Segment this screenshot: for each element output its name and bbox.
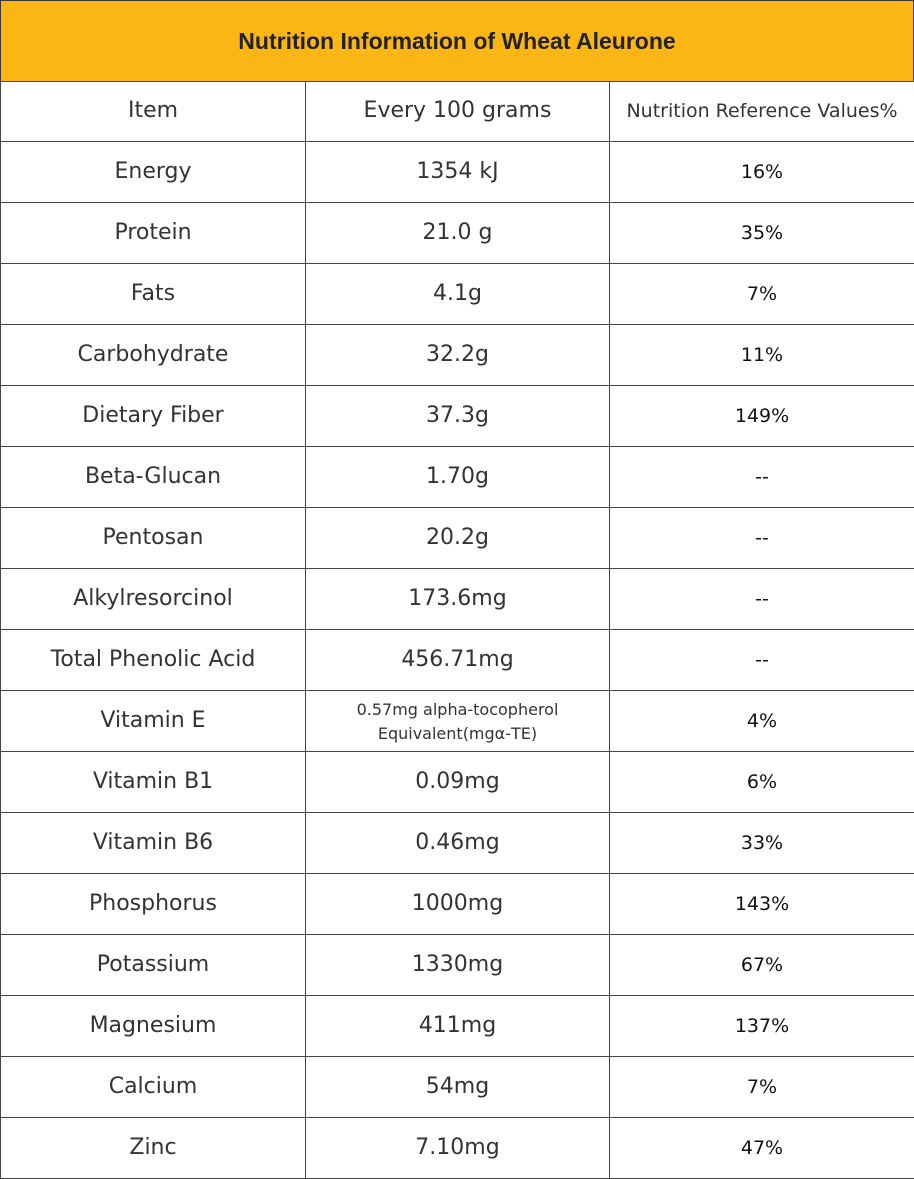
table-row	[1, 996, 914, 1057]
table-row	[1, 508, 914, 569]
item-amount: 456.71mg	[306, 630, 610, 691]
item-name: Calcium	[1, 1057, 306, 1118]
item-amount: 32.2g	[306, 325, 610, 386]
header-nrv: Nutrition Reference Values%	[610, 82, 914, 142]
item-name: Magnesium	[1, 996, 306, 1057]
table-row	[1, 264, 914, 325]
item-nrv: 149%	[610, 386, 914, 447]
item-amount: 1354 kJ	[306, 142, 610, 203]
table-row	[1, 142, 914, 203]
item-name: Alkylresorcinol	[1, 569, 306, 630]
table-row	[1, 386, 914, 447]
item-name: Phosphorus	[1, 874, 306, 935]
item-name: Zinc	[1, 1118, 306, 1179]
item-name: Protein	[1, 203, 306, 264]
table-title: Nutrition Information of Wheat Aleurone	[0, 0, 914, 82]
item-amount: 0.09mg	[306, 752, 610, 813]
table-row	[1, 1057, 914, 1118]
table-row	[1, 325, 914, 386]
header-item: Item	[1, 82, 306, 142]
table-row	[1, 203, 914, 264]
item-nrv: 143%	[610, 874, 914, 935]
item-amount: 7.10mg	[306, 1118, 610, 1179]
table-row	[1, 935, 914, 996]
item-amount: 411mg	[306, 996, 610, 1057]
item-amount: 1330mg	[306, 935, 610, 996]
item-nrv: --	[610, 447, 914, 508]
item-name: Pentosan	[1, 508, 306, 569]
item-name: Beta-Glucan	[1, 447, 306, 508]
item-amount: 21.0 g	[306, 203, 610, 264]
table-row	[1, 874, 914, 935]
item-amount: 1000mg	[306, 874, 610, 935]
item-nrv: --	[610, 508, 914, 569]
item-nrv: 137%	[610, 996, 914, 1057]
item-amount-line1: 0.57mg alpha-tocopherol	[357, 700, 559, 721]
table-row	[1, 447, 914, 508]
item-amount	[306, 691, 610, 752]
item-nrv: 33%	[610, 813, 914, 874]
item-nrv: 16%	[610, 142, 914, 203]
item-name: Vitamin B1	[1, 752, 306, 813]
item-nrv: 35%	[610, 203, 914, 264]
item-amount: 20.2g	[306, 508, 610, 569]
item-nrv: 4%	[610, 691, 914, 752]
item-name: Energy	[1, 142, 306, 203]
table-row	[1, 1118, 914, 1179]
item-nrv: 7%	[610, 1057, 914, 1118]
item-nrv: 11%	[610, 325, 914, 386]
item-name: Vitamin E	[1, 691, 306, 752]
item-amount: 0.46mg	[306, 813, 610, 874]
item-amount: 37.3g	[306, 386, 610, 447]
item-nrv: 67%	[610, 935, 914, 996]
item-name: Fats	[1, 264, 306, 325]
table-row	[1, 752, 914, 813]
item-nrv: 47%	[610, 1118, 914, 1179]
item-name: Dietary Fiber	[1, 386, 306, 447]
item-nrv: 7%	[610, 264, 914, 325]
item-amount: 1.70g	[306, 447, 610, 508]
item-name: Vitamin B6	[1, 813, 306, 874]
header-amount: Every 100 grams	[306, 82, 610, 142]
item-nrv: --	[610, 630, 914, 691]
item-name: Total Phenolic Acid	[1, 630, 306, 691]
item-name: Potassium	[1, 935, 306, 996]
item-name: Carbohydrate	[1, 325, 306, 386]
table-row	[1, 630, 914, 691]
item-amount: 173.6mg	[306, 569, 610, 630]
item-amount: 4.1g	[306, 264, 610, 325]
item-amount-line2: Equivalent(mgα-TE)	[378, 724, 537, 745]
table-row	[1, 813, 914, 874]
table-row	[1, 569, 914, 630]
nutrition-table	[0, 81, 914, 1179]
header-row	[1, 82, 914, 142]
table-row	[1, 691, 914, 752]
item-nrv: 6%	[610, 752, 914, 813]
item-amount: 54mg	[306, 1057, 610, 1118]
item-nrv: --	[610, 569, 914, 630]
